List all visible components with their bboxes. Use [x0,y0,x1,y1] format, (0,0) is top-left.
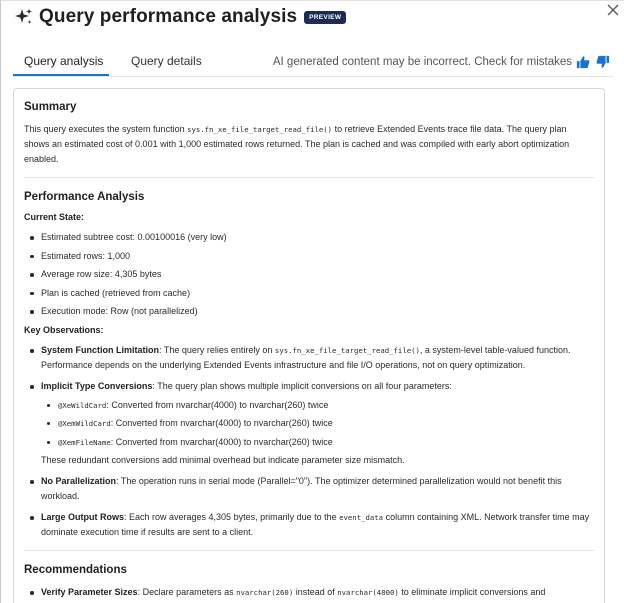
analysis-card [13,88,605,603]
list-item: Verify Parameter Sizes: Declare parameters as nvarchar(260) instead of nvarchar(4000) to eliminate implicit conversions and [24,585,594,600]
current-state-label: Current State: [24,212,85,222]
recommendations-heading: Recommendations [24,564,127,576]
recommendations-list [24,585,594,600]
thumbs-down-icon[interactable] [596,55,610,69]
conversion-note: These redundant conversions add minimal overhead but indicate parameter size mismatch. [41,455,405,465]
preview-badge: PREVIEW [304,11,346,24]
summary-text: This query executes the system function sys.fn_xe_file_target_read_file() to retrieve Extended Events trace file data. The query plan shows an estimated cost of 0.001 with 1,000 estimated rows returned. The plan is cached and was compiled with early abort optimization enabled. [24,124,570,164]
list-item: Estimated rows: 1,000 [24,249,594,264]
list-item: Large Output Rows: Each row averages 4,305 bytes, primarily due to the event_data column containing XML. Network transfer time may dominate execution time if results are sent to a client. [24,510,594,540]
ai-disclaimer: AI generated content may be incorrect. Check for mistakes [272,56,572,68]
dialog-header [14,5,346,29]
list-item: System Function Limitation: The query relies entirely on sys.fn_xe_file_target_read_file(), a system-level table-valued function. Performance depends on the underlying Extended Events infrastructure and file I/O operations, not on query optimization. [24,343,594,373]
observations-list [24,343,594,540]
list-item: @XeWildCard: Converted from nvarchar(4000) to nvarchar(260) twice [41,398,594,413]
list-item: Average row size: 4,305 bytes [24,267,594,282]
list-item: Implicit Type Conversions: The query plan shows multiple implicit conversions on all four parameters: @XeWildCard: Converted from nvarchar(4000) to nvarchar(260) twice @XemWildCard: Converted from nvarchar(4000) to nvarchar(260) twice @XemFileName: Converted from nvarchar(4000) to nvarchar(260) twice These redundant conversions add minimal overhead but indicate parameter size mismatch. [24,379,594,468]
section-divider [24,550,594,551]
thumbs-up-icon[interactable] [576,55,590,69]
summary-heading: Summary [24,101,77,113]
list-item: @XemFileName: Converted from nvarchar(4000) to nvarchar(260) twice [41,435,594,450]
conversion-list [41,398,594,450]
current-state-list [24,230,594,319]
performance-heading: Performance Analysis [24,191,145,203]
list-item: @XemWildCard: Converted from nvarchar(4000) to nvarchar(260) twice [41,416,594,431]
inline-code: sys.fn_xe_file_target_read_file() [187,125,333,134]
list-item: Plan is cached (retrieved from cache) [24,286,594,301]
close-icon[interactable] [606,3,620,17]
section-divider [24,177,594,178]
list-item: No Parallelization: The operation runs in serial mode (Parallel="0"). The optimizer determined parallelization would not benefit this workload. [24,474,594,504]
tab-query-analysis[interactable]: Query analysis [24,54,104,68]
observations-label: Key Observations: [24,325,104,335]
tab-divider [13,76,614,77]
list-item: Execution mode: Row (not parallelized) [24,304,594,319]
sparkle-icon [14,7,34,27]
tab-query-details[interactable]: Query details [131,54,202,68]
active-tab-indicator [13,74,109,76]
dialog-title: Query performance analysis [39,6,298,27]
list-item: Estimated subtree cost: 0.00100016 (very low) [24,230,594,245]
